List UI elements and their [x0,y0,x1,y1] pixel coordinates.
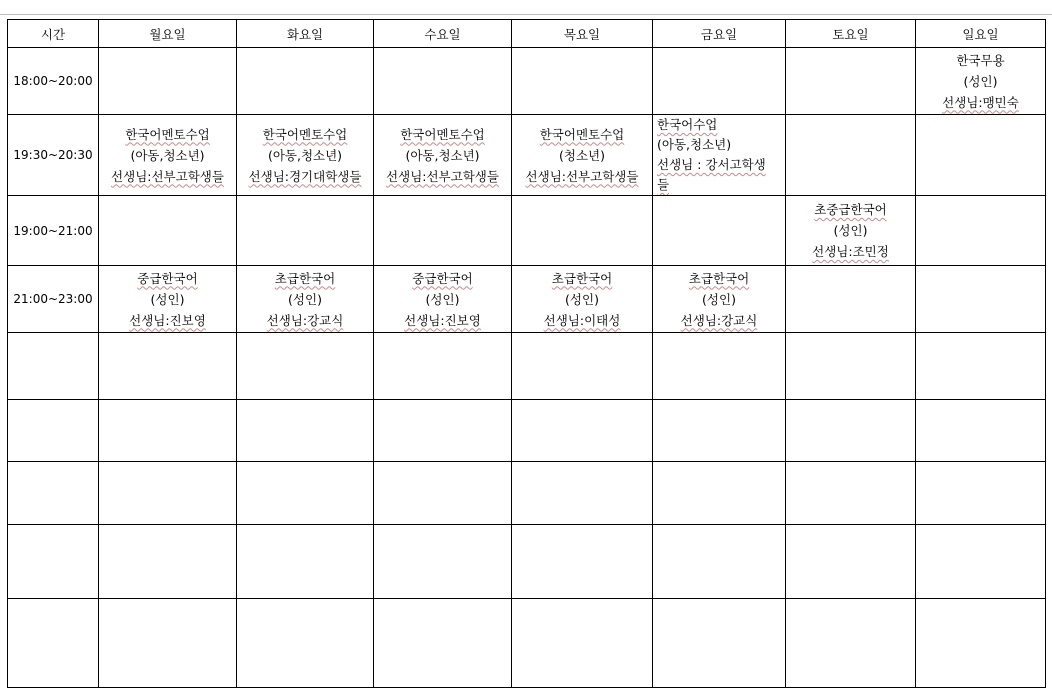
class-cell [99,196,237,266]
table-row [8,266,1046,333]
class-line: (아동,청소년) [657,137,732,152]
class-cell [916,115,1046,196]
class-cell [786,333,916,400]
class-teacher: 선생님:진보영 [129,312,206,328]
class-cell [786,115,916,196]
class-cell [653,196,786,266]
class-cell [653,400,786,462]
class-cell [374,48,512,115]
header-day: 토요일 [786,20,916,48]
class-cell [512,525,653,599]
class-cell [374,333,512,400]
class-teacher: 선생님:경기대학생들 [248,168,362,184]
class-cell [237,48,374,115]
class-teacher: 선생님:강교식 [680,312,758,328]
class-name: 초급한국어 [274,270,336,286]
header-day: 화요일 [237,20,374,48]
class-cell [237,333,374,400]
class-line: (성인) [833,223,868,238]
header-day: 목요일 [512,20,653,48]
class-name: 중급한국어 [137,270,198,286]
class-cell [99,599,237,688]
class-line: (성인) [565,291,599,307]
class-cell [786,599,916,688]
class-name: 한국어멘토수업 [400,126,485,142]
class-cell [374,400,512,462]
class-cell [512,462,653,525]
ruler-line [0,0,1052,15]
class-cell [374,266,512,333]
class-cell [916,196,1046,266]
class-teacher: 선생님:선부고학생들 [111,168,224,184]
header-row [8,20,1046,48]
class-cell [512,400,653,462]
class-cell [237,266,374,333]
table-row [8,400,1046,462]
class-cell [237,462,374,525]
class-name: 한국어멘토수업 [125,126,210,142]
class-name: 중급한국어 [412,270,473,286]
time-cell: 19:00~21:00 [8,196,99,266]
class-cell [99,462,237,525]
class-cell [374,196,512,266]
class-line: (성인) [425,291,460,307]
class-teacher: 선생님:진보영 [404,312,481,328]
class-cell [653,266,786,333]
header-day: 금요일 [653,20,786,48]
class-cell [99,48,237,115]
class-line: (청소년) [559,147,605,163]
time-cell [8,525,99,599]
class-teacher: 선생님:강교식 [266,312,344,328]
class-cell [653,599,786,688]
header-day: 월요일 [99,20,237,48]
class-cell [916,48,1046,115]
class-teacher: 선생님:조민정 [812,244,889,259]
time-cell [8,462,99,525]
class-line: 들 [657,177,670,192]
class-cell [374,462,512,525]
class-cell [916,599,1046,688]
class-cell [237,599,374,688]
class-cell [99,266,237,333]
class-name: 초중급한국어 [814,202,887,217]
class-cell [512,266,653,333]
class-line: (성인) [702,291,736,307]
class-cell [512,333,653,400]
table-row [8,462,1046,525]
class-cell [99,525,237,599]
time-cell [8,599,99,688]
table-row [8,525,1046,599]
class-teacher: 선생님:선부고학생들 [386,168,499,184]
class-line: (아동,청소년) [130,147,205,163]
class-cell [237,525,374,599]
schedule-table [7,19,1046,688]
class-cell [99,333,237,400]
table-row [8,599,1046,688]
time-cell [8,400,99,462]
class-line: (아동,청소년) [405,147,480,163]
class-cell [786,266,916,333]
table-row [8,115,1046,196]
class-cell [237,400,374,462]
class-name: 한국무용 [956,52,1005,68]
header-day: 일요일 [916,20,1046,48]
class-cell [99,400,237,462]
class-line: (성인) [150,291,185,307]
class-teacher: 선생님:맹민숙 [942,94,1019,110]
table-row [8,196,1046,266]
class-cell [786,48,916,115]
class-name: 한국어멘토수업 [539,126,625,142]
class-cell [374,115,512,196]
time-cell: 21:00~23:00 [8,266,99,333]
class-cell [99,115,237,196]
class-name: 초급한국어 [551,270,613,286]
class-cell [653,525,786,599]
class-line: (성인) [288,291,322,307]
time-cell [8,333,99,400]
class-cell [653,333,786,400]
class-cell [786,400,916,462]
class-cell [512,115,653,196]
class-cell [237,115,374,196]
class-name: 한국어멘토수업 [262,126,348,142]
class-cell [916,400,1046,462]
class-cell [916,266,1046,333]
class-cell [786,196,916,266]
class-cell [512,599,653,688]
time-cell: 19:30~20:30 [8,115,99,196]
time-cell: 18:00~20:00 [8,48,99,115]
table-row [8,333,1046,400]
class-cell [786,462,916,525]
class-cell [374,599,512,688]
header-time: 시간 [8,20,99,48]
class-cell [237,196,374,266]
class-line: (성인) [963,73,998,89]
class-cell [512,48,653,115]
class-cell [653,115,786,196]
class-line: (아동,청소년) [267,147,343,163]
class-name: 한국어수업 [657,117,718,132]
class-cell [653,48,786,115]
table-row [8,48,1046,115]
class-name: 초급한국어 [688,270,750,286]
class-teacher: 선생님:선부고학생들 [525,168,639,184]
class-cell [374,525,512,599]
class-cell [916,462,1046,525]
class-teacher: 선생님:이태성 [543,312,621,328]
header-day: 수요일 [374,20,512,48]
class-cell [786,525,916,599]
class-cell [916,525,1046,599]
class-cell [916,333,1046,400]
class-cell [512,196,653,266]
class-cell [653,462,786,525]
class-teacher: 선생님 : 강서고학생 [657,157,766,172]
